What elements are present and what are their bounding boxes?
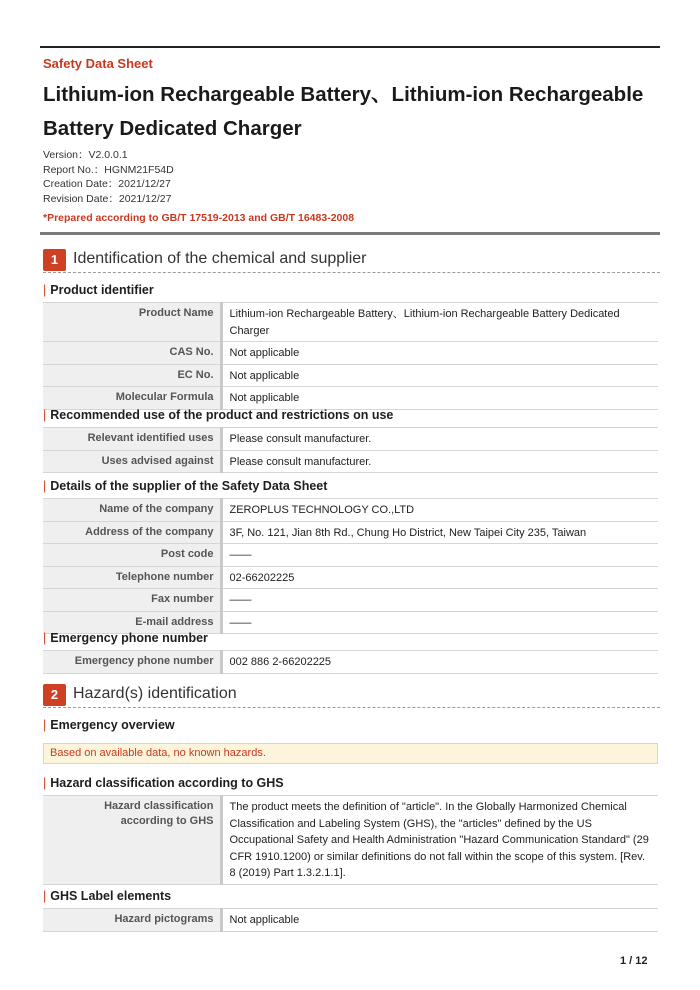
table-row <box>43 342 658 365</box>
subheading-emergency-overview: | Emergency overview <box>43 718 175 732</box>
table-row <box>43 499 658 522</box>
subheading-text: GHS Label elements <box>50 889 172 903</box>
top-rule <box>40 46 660 48</box>
section-1-header <box>43 249 660 273</box>
meta-value: 2021/12/27 <box>118 178 171 190</box>
document-title: Lithium-ion Rechargeable Battery、Lithium-ion Rechargeable Battery Dedicated Charger <box>43 83 644 140</box>
row-value: The product meets the definition of "article". In the Globally Harmonized Chemical Classification and Labeling System (GHS), the "articles" defined by the US Occupational Safety and Health Administration "Hazard Communication Standard" (29 CFR 1910.1200) or similar definitions do not fall within the scope of this system. [Rev. 8 (2019) Part 1.3.2.1.1]. <box>221 796 658 885</box>
subheading-ghs-label-elements: | GHS Label elements <box>43 889 172 903</box>
ghs-label-table <box>43 908 658 932</box>
section-2-header <box>43 684 660 708</box>
section-number-badge: 1 <box>43 249 66 271</box>
table-row <box>43 303 658 342</box>
row-value: Please consult manufacturer. <box>221 428 658 451</box>
subheading-text: Hazard classification according to GHS <box>50 776 284 790</box>
row-value: Lithium-ion Rechargeable Battery、Lithium-ion Rechargeable Battery Dedicated Charger <box>221 303 658 342</box>
section-title: Hazard(s) identification <box>73 685 237 702</box>
emergency-phone-table <box>43 650 658 674</box>
meta-value: HGNM21F54D <box>104 163 174 176</box>
row-label: Hazard pictograms <box>43 909 221 932</box>
row-label: Molecular Formula <box>43 387 221 410</box>
row-label: E-mail address <box>43 611 221 634</box>
row-value: —— <box>221 611 658 634</box>
document-type: Safety Data Sheet <box>43 56 153 71</box>
row-label: Address of the company <box>43 521 221 544</box>
meta-version <box>43 148 174 163</box>
row-label: EC No. <box>43 364 221 387</box>
subheading-hazard-classification: | Hazard classification according to GHS <box>43 776 284 790</box>
meta-report-no <box>43 163 174 178</box>
supplier-details-table <box>43 498 658 634</box>
subheading-text: Product identifier <box>50 283 154 297</box>
row-value: —— <box>221 544 658 567</box>
meta-label: Version： <box>43 149 89 161</box>
row-label: Uses advised against <box>43 450 221 473</box>
meta-value: 2021/12/27 <box>118 192 172 205</box>
meta-creation-date <box>43 177 174 192</box>
subheading-recommended-use: | Recommended use of the product and restrictions on use <box>43 408 394 422</box>
row-label: Hazard classification according to GHS <box>43 796 221 885</box>
table-row <box>43 364 658 387</box>
row-value: 002 886 2-66202225 <box>221 651 658 674</box>
product-identifier-table <box>43 302 658 410</box>
row-value: Please consult manufacturer. <box>221 450 658 473</box>
table-row <box>43 544 658 567</box>
row-value: 02-66202225 <box>221 566 658 589</box>
meta-label: Report No.： <box>43 163 105 176</box>
row-label: Telephone number <box>43 566 221 589</box>
row-value: Not applicable <box>221 909 658 932</box>
row-label: Fax number <box>43 589 221 612</box>
subheading-text: Emergency overview <box>50 718 175 732</box>
table-row <box>43 651 658 674</box>
table-row <box>43 909 658 932</box>
hazard-classification-table <box>43 795 658 885</box>
table-row <box>43 796 658 885</box>
subheading-emergency-phone: | Emergency phone number <box>43 631 208 645</box>
row-label: CAS No. <box>43 342 221 365</box>
emergency-overview-note: Based on available data, no known hazards. <box>43 743 658 764</box>
table-row <box>43 589 658 612</box>
subheading-supplier-details: | Details of the supplier of the Safety Data Sheet <box>43 479 328 493</box>
row-label: Name of the company <box>43 499 221 522</box>
table-row <box>43 566 658 589</box>
table-row <box>43 428 658 451</box>
meta-revision-date <box>43 192 174 207</box>
row-label: Product Name <box>43 303 221 342</box>
row-value: ZEROPLUS TECHNOLOGY CO.,LTD <box>221 499 658 522</box>
row-value: 3F, No. 121, Jian 8th Rd., Chung Ho District, New Taipei City 235, Taiwan <box>221 521 658 544</box>
header-divider <box>40 232 660 235</box>
table-row <box>43 521 658 544</box>
row-value: Not applicable <box>221 387 658 410</box>
subheading-text: Recommended use of the product and restrictions on use <box>50 408 394 422</box>
prepared-note: *Prepared according to GB/T 17519-2013 and GB/T 16483-2008 <box>43 212 355 224</box>
row-value: —— <box>221 589 658 612</box>
table-row <box>43 450 658 473</box>
page-number: 1 / 12 <box>620 955 648 967</box>
subheading-text: Details of the supplier of the Safety Data Sheet <box>50 479 328 493</box>
subheading-text: Emergency phone number <box>50 631 208 645</box>
meta-label: Revision Date： <box>43 192 119 205</box>
row-label: Relevant identified uses <box>43 428 221 451</box>
section-number-badge: 2 <box>43 684 66 706</box>
meta-value: V2.0.0.1 <box>88 149 128 161</box>
document-meta <box>43 148 174 206</box>
subheading-product-identifier: | Product identifier <box>43 283 154 297</box>
recommended-use-table <box>43 427 658 473</box>
row-label: Post code <box>43 544 221 567</box>
row-value: Not applicable <box>221 342 658 365</box>
meta-label: Creation Date： <box>43 178 119 190</box>
section-title: Identification of the chemical and supplier <box>73 250 367 267</box>
row-label: Emergency phone number <box>43 651 221 674</box>
table-row <box>43 387 658 410</box>
row-value: Not applicable <box>221 364 658 387</box>
